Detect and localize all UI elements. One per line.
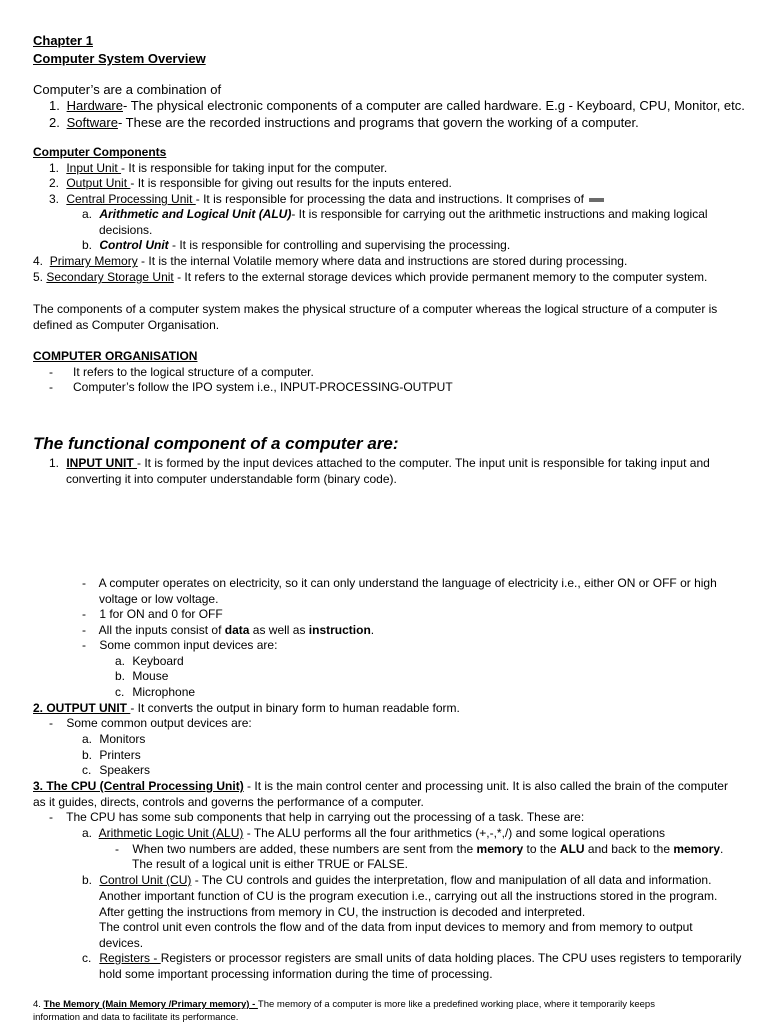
- input-bullet: - 1 for ON and 0 for OFF: [82, 607, 223, 621]
- component-alu: a. Arithmetic and Logical Unit (ALU)- It is responsible for carrying out the arithmetic instructions and making logical: [82, 207, 708, 221]
- component-control-unit: b. Control Unit - It is responsible for controlling and supervising the processing.: [82, 238, 511, 252]
- memory-item: 4. The Memory (Main Memory /Primary memory) - The memory of a computer is more like a predefined working place, where it temporarily keeps: [33, 999, 655, 1010]
- cpu-item: 3. The CPU (Central Processing Unit) - It is the main control center and processing unit. It is also called the brain of the computer: [33, 779, 728, 793]
- cpu-item-cont: as it guides, directs, controls and governs the performance of a computer.: [33, 795, 424, 809]
- cpu-cu-line: After getting the instructions from memory in CU, the instruction is decoded and interpreted.: [99, 905, 586, 919]
- cpu-alu-bullet: - When two numbers are added, these numbers are sent from the memory to the ALU and back to the memory.: [115, 842, 724, 856]
- input-bullet-cont: voltage or low voltage.: [99, 592, 219, 606]
- components-paragraph-line2: defined as Computer Organisation.: [33, 318, 220, 332]
- input-device-item: a. Keyboard: [115, 654, 184, 668]
- input-device-item: c. Microphone: [115, 685, 196, 699]
- cpu-alu-bullet-cont: The result of a logical unit is either TRUE or FALSE.: [132, 857, 408, 871]
- chapter-label: Chapter 1: [33, 33, 93, 48]
- output-bullet: - Some common output devices are:: [49, 716, 252, 730]
- memory-item-cont: information and data to facilitate its performance.: [33, 1012, 239, 1023]
- component-secondary-storage: 5. Secondary Storage Unit - It refers to the external storage devices which provide permanent memory to the computer system.: [33, 270, 708, 284]
- components-heading: Computer Components: [33, 145, 167, 159]
- page-title: Computer System Overview: [33, 51, 206, 66]
- component-output-unit: 2. Output Unit - It is responsible for giving out results for the inputs entered.: [49, 176, 452, 190]
- redaction-bar: [589, 198, 604, 202]
- input-bullet: - All the inputs consist of data as well as instruction.: [82, 623, 375, 637]
- cpu-bullet: - The CPU has some sub components that help in carrying out the processing of a task. These are:: [49, 810, 585, 824]
- input-unit-cont: converting it into computer understandable form (binary code).: [66, 472, 397, 486]
- cpu-cu-line: The control unit even controls the flow and of the data from input devices to memory and from memory to output: [99, 920, 693, 934]
- input-device-item: b. Mouse: [115, 669, 169, 683]
- component-alu-cont: decisions.: [99, 223, 153, 237]
- input-bullet: - A computer operates on electricity, so it can only understand the language of electricity i.e., either ON or OFF or high: [82, 576, 717, 590]
- component-primary-memory: 4. Primary Memory - It is the internal Volatile memory where data and instructions are stored during processing.: [33, 254, 628, 268]
- functional-heading: The functional component of a computer are:: [33, 434, 399, 453]
- component-input-unit: 1. Input Unit - It is responsible for taking input for the computer.: [49, 161, 388, 175]
- cpu-registers-cont: hold some important processing information during the time of processing.: [99, 967, 493, 981]
- cpu-cu-line: Another important function of CU is the program execution i.e., carrying out all the instructions stored in the program.: [99, 889, 718, 903]
- cpu-cu-item: b. Control Unit (CU) - The CU controls and guides the interpretation, flow and manipulation of all data and information.: [82, 873, 712, 887]
- organisation-heading: COMPUTER ORGANISATION: [33, 349, 198, 363]
- cpu-cu-line: devices.: [99, 936, 144, 950]
- input-bullet: - Some common input devices are:: [82, 638, 278, 652]
- output-device-item: b. Printers: [82, 748, 141, 762]
- organisation-bullet: - It refers to the logical structure of a computer.: [49, 365, 314, 379]
- cpu-registers-item: c. Registers - Registers or processor registers are small units of data holding places. The CPU uses registers to temporarily: [82, 951, 742, 965]
- output-unit-item: 2. OUTPUT UNIT - It converts the output in binary form to human readable form.: [33, 701, 460, 715]
- output-device-item: a. Monitors: [82, 732, 146, 746]
- intro-line: Computer’s are a combination of: [33, 82, 222, 97]
- organisation-bullet: - Computer’s follow the IPO system i.e., INPUT-PROCESSING-OUTPUT: [49, 380, 453, 394]
- intro-item-hardware: 1. Hardware- The physical electronic components of a computer are called hardware. E.g - Keyboard, CPU, Monitor, etc.: [49, 98, 745, 113]
- intro-item-software: 2. Software- These are the recorded instructions and programs that govern the working of a computer.: [49, 115, 639, 130]
- components-paragraph-line1: The components of a computer system makes the physical structure of a computer whereas the logical structure of a computer is: [33, 302, 718, 316]
- cpu-alu-item: a. Arithmetic Logic Unit (ALU) - The ALU performs all the four arithmetics (+,-,*,/) and some logical operations: [82, 826, 666, 840]
- input-unit-item: 1. INPUT UNIT - It is formed by the input devices attached to the computer. The input unit is responsible for taking input and: [49, 456, 710, 470]
- output-device-item: c. Speakers: [82, 763, 151, 777]
- component-cpu: 3. Central Processing Unit - It is responsible for processing the data and instructions. It comprises of: [49, 192, 604, 207]
